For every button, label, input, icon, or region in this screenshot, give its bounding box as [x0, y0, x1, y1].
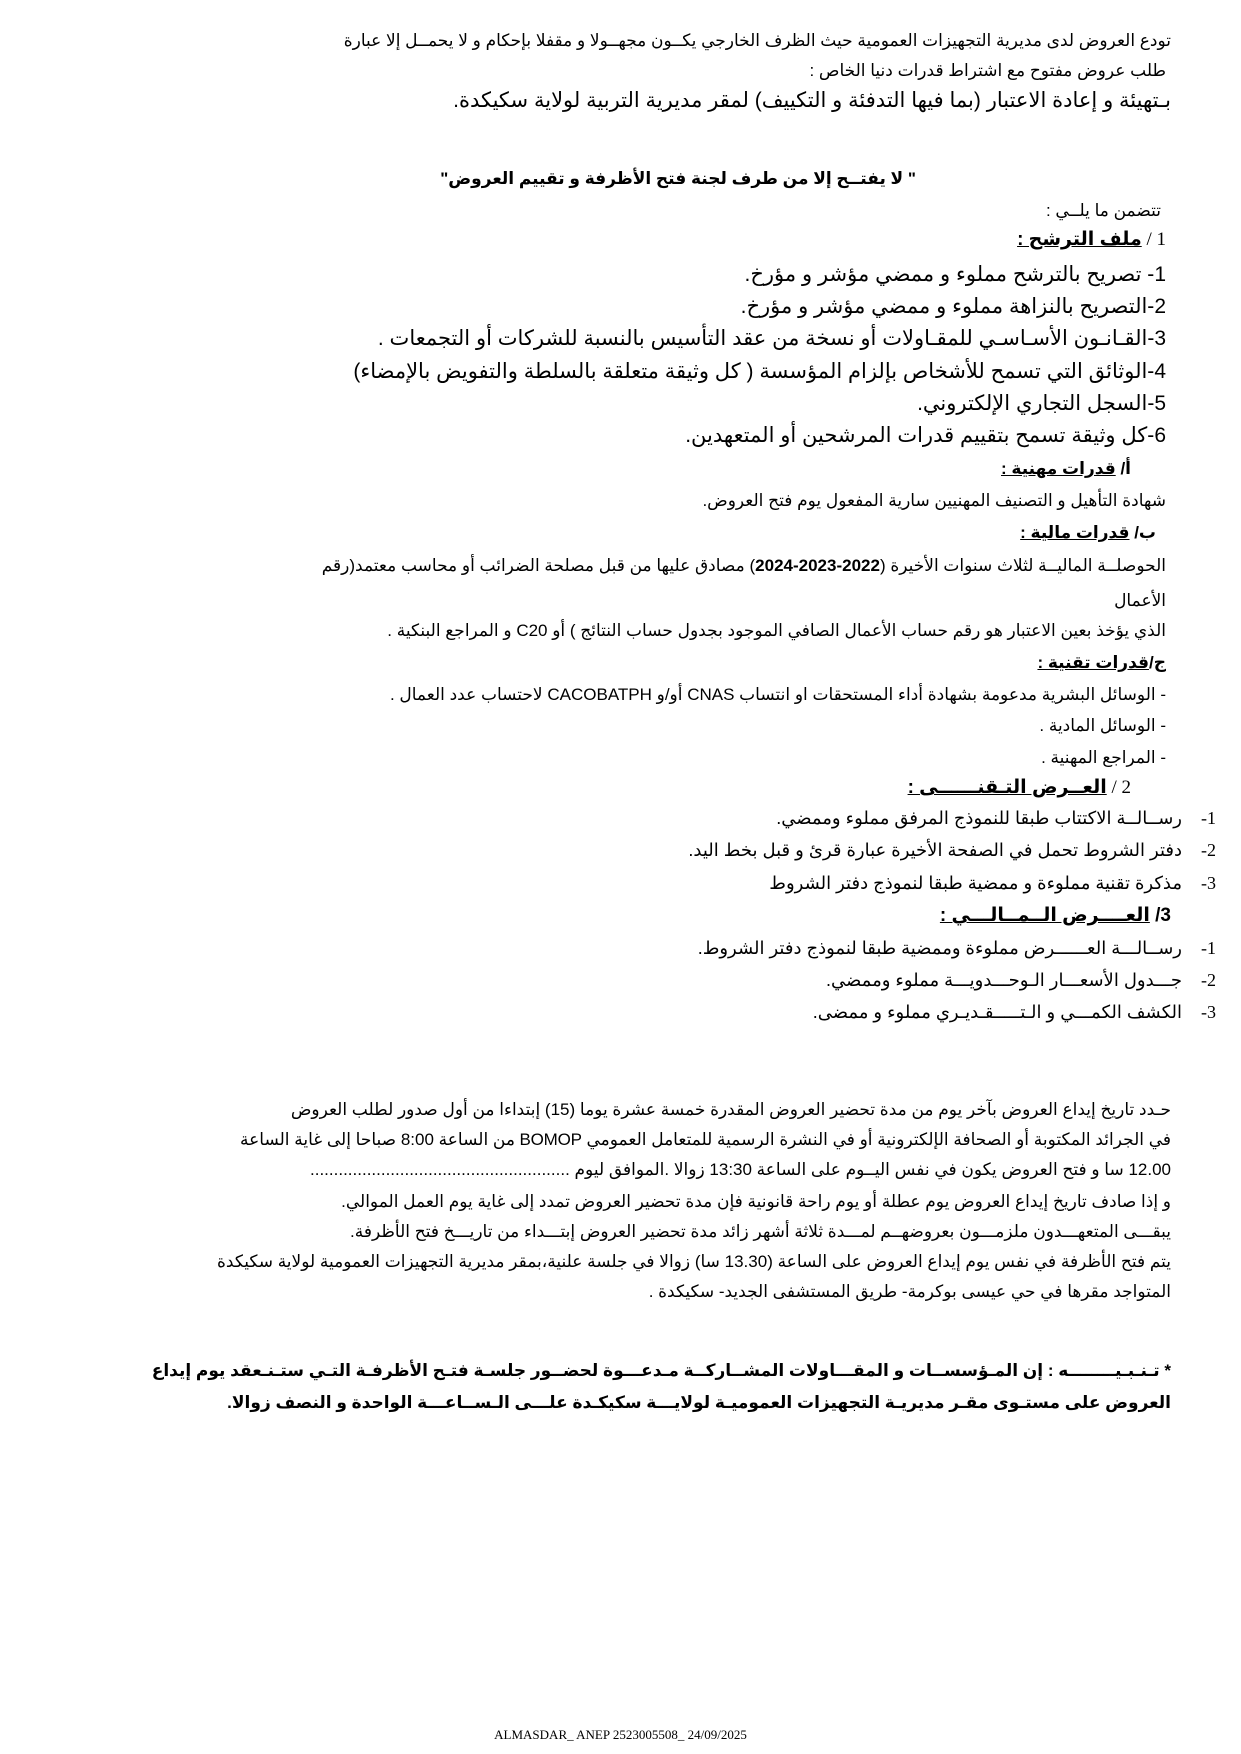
- sub-a-prefix: أ/: [1115, 459, 1131, 478]
- section3-number: 3/: [1149, 905, 1171, 926]
- sub-a-title: قدرات مهنية :: [1001, 459, 1116, 478]
- item-text: جـــدول الأسعـــار الـوحـــدويـــة مملوء وممضي.: [826, 970, 1182, 990]
- section1-title: ملف الترشح :: [1017, 229, 1142, 250]
- contains-label: تتضمن ما يلــي :: [1045, 201, 1161, 220]
- section3-item: [813, 1002, 1216, 1023]
- section2-item: [688, 840, 1216, 861]
- sub-b-text-2: الذي يؤخذ بعين الاعتبار هو رقم حساب الأعمال الصافي الموجود بجدول حساب النتائج ) أو C20 و المراجع البنكية .: [387, 621, 1166, 640]
- deadline-line-3: 12.00 سا و فتح العروض يكون في نفس اليــوم على الساعة 13:30 زوالا .الموافق ليوم .......................................................: [310, 1160, 1171, 1179]
- sub-c-heading: [1037, 652, 1166, 674]
- sub-b-title: قدرات مالية :: [1020, 523, 1130, 542]
- sub-c-prefix: ج/: [1149, 653, 1166, 672]
- section2-item: [776, 808, 1216, 829]
- section3-item: [826, 970, 1216, 991]
- sub-b-text-post: ) مصادق عليها من قبل مصلحة الضرائب أو محاسب معتمد(رقم: [321, 556, 756, 575]
- item-text: دفتر الشروط تحمل في الصفحة الأخيرة عبارة قرئ و قبل بخط اليد.: [688, 840, 1182, 860]
- intro-line-1: تودع العروض لدى مديرية التجهيزات العمومية حيث الظرف الخارجي يكــون مجهــولا و مقفلا بإحكام و لا يحمــل إلا عبارة: [343, 31, 1171, 50]
- sub-b-text-wrap: الأعمال: [1114, 591, 1166, 610]
- section2-item: [769, 873, 1216, 894]
- section3-item: [698, 938, 1216, 959]
- section1-heading: [1017, 228, 1166, 251]
- section2-heading: [908, 776, 1131, 799]
- item-text: الكشف الكمـــي و الـتـــــقـديـري مملوء و ممضى.: [812, 1002, 1182, 1022]
- item-number: 1-: [1201, 808, 1216, 828]
- section3-heading: [940, 904, 1171, 927]
- sub-b-heading: [1020, 522, 1156, 544]
- deadline-line-1: حـدد تاريخ إيداع العروض بآخر يوم من مدة تحضير العروض المقدرة خمسة عشرة يوما (15) إبتداءا من أول صدور لطلب العروض: [290, 1100, 1171, 1119]
- section1-item: 6-كل وثيقة تسمح بتقييم قدرات المرشحين أو المتعهدين.: [685, 424, 1166, 447]
- holiday-note: و إذا صادف تاريخ إيداع العروض يوم عطلة أو يوم راحة قانونية فإن مدة تحضير العروض تمدد إلى غاية يوم العمل الموالي.: [341, 1192, 1171, 1211]
- opening-line-1: يتم فتح الأظرفة في نفس يوم إيداع العروض على الساعة (13.30 سا) زوالا في جلسة علنية،بمقر مديرية التجهيزات العمومية لولاية سكيكدة: [216, 1252, 1171, 1271]
- section1-item: 2-التصريح بالنزاهة مملوء و ممضي مؤشر و مؤرخ.: [740, 295, 1166, 318]
- project-title: بـتهيئة و إعادة الاعتبار (بما فيها التدفئة و التكييف) لمقر مديرية التربية لولاية سكيكدة.: [453, 89, 1171, 112]
- item-number: 1-: [1201, 938, 1216, 958]
- section1-item: 3-القـانـون الأسـاسـي للمقـاولات أو نسخة من عقد التأسيس بالنسبة للشركات أو التجمعات .: [377, 327, 1166, 350]
- intro-line-2: طلب عروض مفتوح مع اشتراط قدرات دنيا الخاص :: [809, 61, 1166, 80]
- sub-a-heading: [1001, 458, 1131, 480]
- sub-c-item: - الوسائل المادية .: [1039, 716, 1166, 735]
- sub-c-item: - الوسائل البشرية مدعومة بشهادة أداء المستحقات او انتساب CNAS أو/و CACOBATPH لاحتساب عدد العمال .: [389, 685, 1166, 704]
- section1-item: 4-الوثائق التي تسمح للأشخاص بإلزام المؤسسة ( كل وثيقة متعلقة بالسلطة والتفويض بالإمضاء): [353, 360, 1166, 383]
- item-text: مذكرة تقنية مملوءة و ممضية طبقا لنموذج دفتر الشروط: [769, 873, 1182, 893]
- item-number: 2-: [1201, 970, 1216, 990]
- note-line-1: * تـنـبـيــــــــه : إن المـؤسســات و المقـــاولات المشــاركــة مـدعـــوة لحضــور جلسـة فتـح الأظرفـة التـي ستـنـعقد يوم إيداع: [151, 1361, 1171, 1380]
- item-number: 2-: [1201, 840, 1216, 860]
- item-number: 3-: [1201, 1002, 1216, 1022]
- opening-line-2: المتواجد مقرها في حي عيسى بوكرمة- طريق المستشفى الجديد- سكيكدة .: [648, 1282, 1171, 1301]
- item-number: 3-: [1201, 873, 1216, 893]
- sub-a-text: شهادة التأهيل و التصنيف المهنيين سارية المفعول يوم فتح العروض.: [702, 491, 1166, 510]
- section1-number: 1 /: [1141, 229, 1166, 250]
- note-line-2: العروض على مستـوى مقـر مديريـة التجهيزات العموميـة لولايـــة سكيكـدة علـــى الـســاعـــة الواحدة و النصف زوالا.: [227, 1393, 1171, 1412]
- section1-item: 1- تصريح بالترشح مملوء و ممضي مؤشر و مؤرخ.: [744, 263, 1166, 286]
- item-text: رســالـــة العــــــرض مملوءة وممضية طبقا لنموذج دفتر الشروط.: [697, 938, 1182, 958]
- footer-reference: ALMASDAR_ ANEP 2523005508_ 24/09/2025: [494, 1727, 747, 1742]
- section3-title: العــــرض الــمــالـــي :: [939, 905, 1150, 926]
- sub-b-prefix: ب/: [1129, 523, 1156, 542]
- sub-b-text: [322, 555, 1166, 577]
- sub-c-item: - المراجع المهنية .: [1041, 748, 1166, 767]
- item-text: رســالــة الاكتتاب طبقا للنموذج المرفق مملوء وممضي.: [776, 808, 1182, 828]
- section2-title: العــرض التـقنــــــى :: [907, 777, 1107, 798]
- sub-c-title: قدرات تقنية :: [1037, 653, 1150, 672]
- section1-item: 5-السجل التجاري الإلكتروني.: [917, 392, 1166, 415]
- sub-b-text-pre: الحوصلــة الماليــة لثلاث سنوات الأخيرة (: [879, 556, 1166, 575]
- validity-note: يبقـــى المتعهـــدون ملزمـــون بعروضهــم لمـــدة ثلاثة أشهر زائد مدة تحضير العروض إبتـــداء من تاريـــخ فتح الأظرفة.: [350, 1222, 1171, 1241]
- financial-years: 2024-2023-2022: [755, 556, 880, 575]
- opening-notice: " لا يفتــح إلا من طرف لجنة فتح الأظرفة و تقييم العروض": [440, 169, 916, 188]
- deadline-line-2: في الجرائد المكتوبة أو الصحافة الإلكترونية أو في النشرة الرسمية للمتعامل العمومي BOMOP من الساعة 8:00 صباحا إلى غاية الساعة: [240, 1130, 1171, 1149]
- section2-number: 2 /: [1106, 777, 1131, 798]
